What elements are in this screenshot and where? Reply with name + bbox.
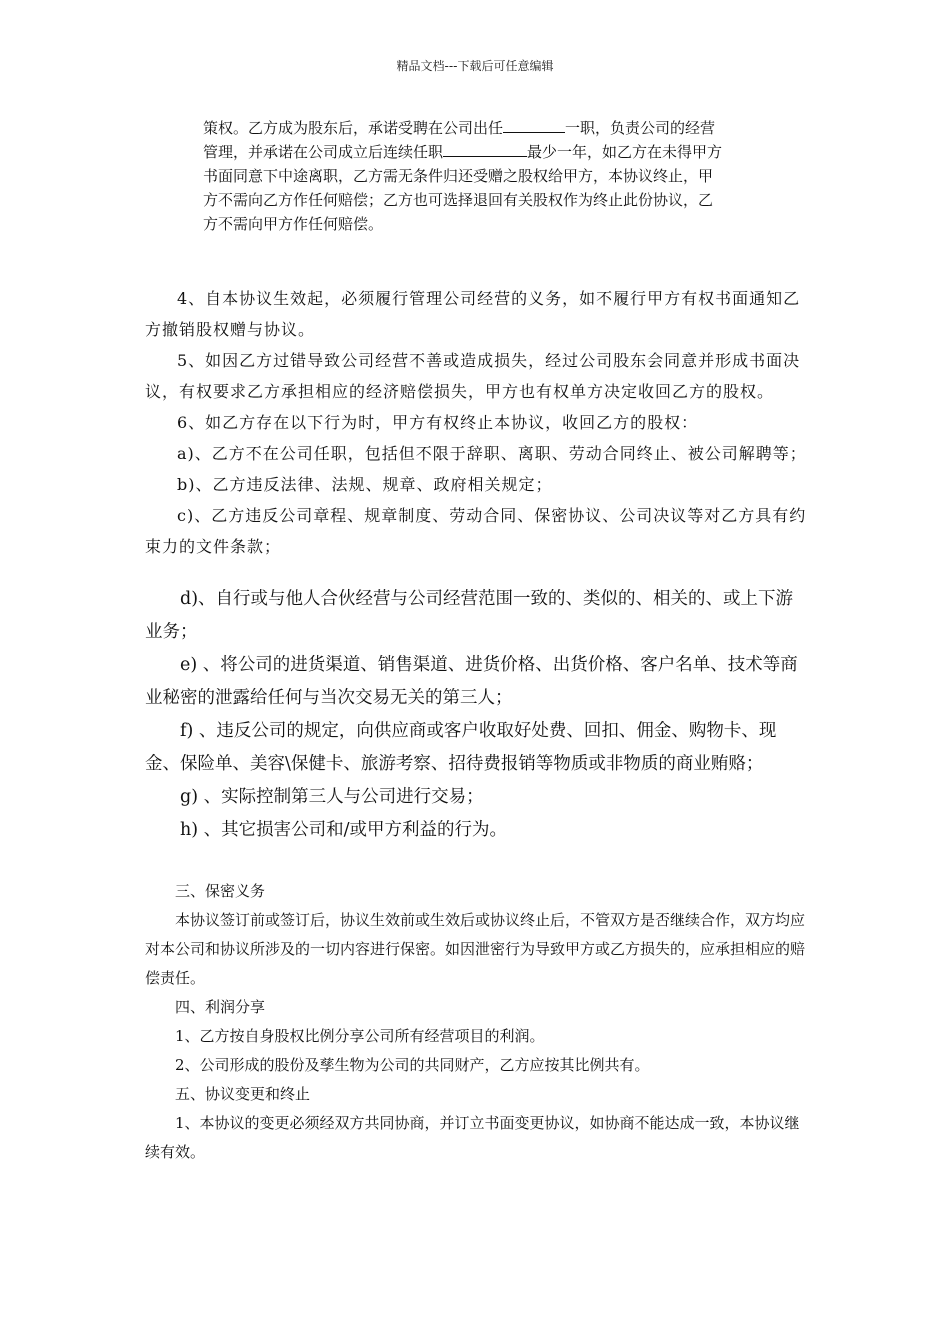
clause-list-1 bbox=[145, 283, 810, 562]
item-d: d)、自行或与他人合伙经营与公司经营范围一致的、类似的、相关的、或上下游业务； bbox=[145, 589, 794, 642]
change-clause-1: 1、本协议的变更必须经双方共同协商，并订立书面变更协议，如协商不能达成一致，本协议继续有效。 bbox=[145, 1114, 800, 1161]
clause-list-2 bbox=[145, 583, 810, 847]
item-e: e) 、将公司的进货渠道、销售渠道、进货价格、出货价格、客户名单、技术等商业秘密的泄露给任何与当次交易无关的第三人； bbox=[145, 655, 798, 708]
item-b: b)、乙方违反法律、法规、规章、政府相关规定； bbox=[177, 475, 553, 494]
profit-clause-1: 1、乙方按自身股权比例分享公司所有经营项目的利润。 bbox=[175, 1027, 545, 1045]
blank-line bbox=[443, 142, 527, 157]
continued-clause bbox=[203, 116, 803, 236]
item-g: g) 、实际控制第三人与公司进行交易； bbox=[180, 787, 484, 807]
continued-line: 书面同意下中途离职，乙方需无条件归还受赠之股权给甲方，本协议终止，甲 bbox=[203, 167, 714, 185]
blank-line bbox=[503, 118, 565, 133]
page-header: 精品文档---下载后可任意编辑 bbox=[396, 59, 554, 73]
clause-4: 4、自本协议生效起，必须履行管理公司经营的义务，如不履行甲方有权书面通知乙方撤销股权赠与协议。 bbox=[145, 289, 801, 339]
continued-line bbox=[203, 140, 803, 164]
clause-6: 6、如乙方存在以下行为时，甲方有权终止本协议，收回乙方的股权： bbox=[177, 413, 699, 432]
profit-clause-2: 2、公司形成的股份及孳生物为公司的共同财产，乙方应按其比例共有。 bbox=[175, 1056, 650, 1074]
continued-line: 方不需向乙方作任何赔偿；乙方也可选择退回有关股权作为终止此份协议，乙 bbox=[203, 191, 714, 209]
section-4-heading: 四、利润分享 bbox=[175, 998, 266, 1016]
item-c: c)、乙方违反公司章程、规章制度、劳动合同、保密协议、公司决议等对乙方具有约束力的文件条款； bbox=[145, 506, 807, 556]
section-3-heading: 三、保密义务 bbox=[175, 882, 266, 900]
text-segment: 最少一年，如乙方在未得甲方 bbox=[527, 143, 723, 161]
continued-line bbox=[203, 116, 803, 140]
text-segment: 策权。乙方成为股东后，承诺受聘在公司出任 bbox=[203, 119, 504, 137]
item-a: a)、乙方不在公司任职，包括但不限于辞职、离职、劳动合同终止、被公司解聘等； bbox=[177, 444, 807, 463]
clause-5: 5、如因乙方过错导致公司经营不善或造成损失，经过公司股东会同意并形成书面决议，有权要求乙方承担相应的经济赔偿损失，甲方也有权单方决定收回乙方的股权。 bbox=[145, 351, 801, 401]
confidentiality-clause: 本协议签订前或签订后，协议生效前或生效后或协议终止后，不管双方是否继续合作，双方均应对本公司和协议所涉及的一切内容进行保密。如因泄密行为导致甲方或乙方损失的，应承担相应的赔偿责任。 bbox=[145, 911, 806, 987]
section-5-heading: 五、协议变更和终止 bbox=[175, 1085, 311, 1103]
text-segment: 管理，并承诺在公司成立后连续任职 bbox=[203, 143, 444, 161]
item-f: f) 、违反公司的规定，向供应商或客户收取好处费、回扣、佣金、购物卡、现金、保险单、美容\保健卡、旅游考察、招待费报销等物质或非物质的商业贿赂； bbox=[145, 721, 777, 774]
text-segment: 一职，负责公司的经营 bbox=[565, 119, 716, 137]
sections-3-5 bbox=[145, 877, 810, 1167]
item-h: h) 、其它损害公司和/或甲方利益的行为。 bbox=[180, 820, 508, 840]
continued-line: 方不需向甲方作任何赔偿。 bbox=[203, 215, 384, 233]
